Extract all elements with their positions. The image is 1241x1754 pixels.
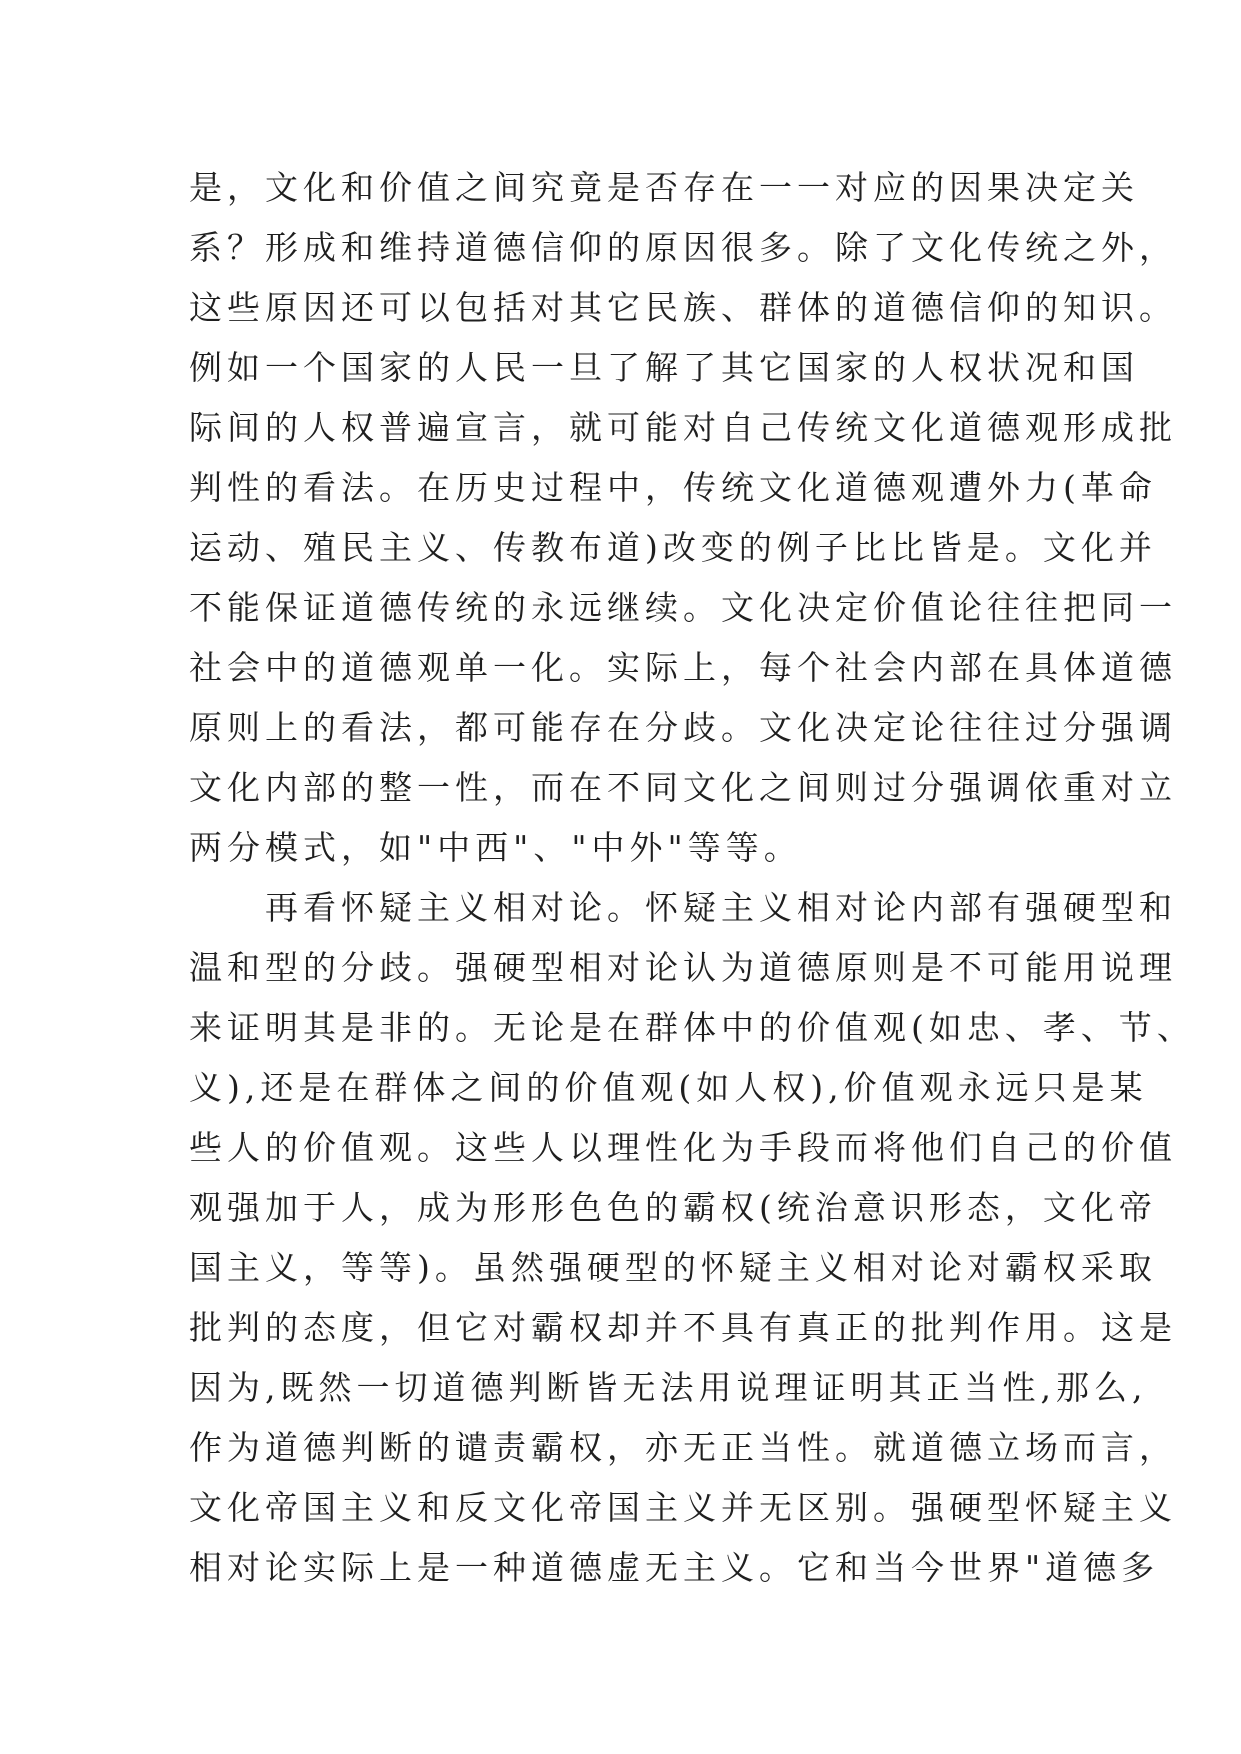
- text-line: 运动、殖民主义、传教布道)改变的例子比比皆是。文化并: [189, 528, 1157, 567]
- text-line: 两分模式，如"中西"、"中外"等等。: [189, 828, 802, 867]
- text-line: 判性的看法。在历史过程中，传统文化道德观遭外力(革命: [189, 468, 1157, 507]
- text-line: 些人的价值观。这些人以理性化为手段而将他们自己的价值: [189, 1128, 1177, 1167]
- text-line: 来证明其是非的。无论是在群体中的价值观(如忠、孝、节、: [189, 1008, 1195, 1047]
- text-line: 文化帝国主义和反文化帝国主义并无区别。强硬型怀疑主义: [189, 1488, 1177, 1527]
- text-line: 原则上的看法，都可能存在分歧。文化决定论往往过分强调: [189, 708, 1177, 747]
- text-line: 因为,既然一切道德判断皆无法用说理证明其正当性,那么,: [189, 1368, 1148, 1407]
- text-line: 是，文化和价值之间究竟是否存在一一对应的因果决定关: [189, 168, 1139, 207]
- text-line: 再看怀疑主义相对论。怀疑主义相对论内部有强硬型和: [189, 888, 1177, 927]
- text-line: 批判的态度，但它对霸权却并不具有真正的批判作用。这是: [189, 1308, 1177, 1347]
- body-text: [189, 158, 1195, 1598]
- text-line: 作为道德判断的谴责霸权，亦无正当性。就道德立场而言，: [189, 1428, 1177, 1467]
- text-line: 观强加于人，成为形形色色的霸权(统治意识形态，文化帝: [189, 1188, 1157, 1227]
- text-line: 例如一个国家的人民一旦了解了其它国家的人权状况和国: [189, 348, 1139, 387]
- text-line: 文化内部的整一性，而在不同文化之间则过分强调依重对立: [189, 768, 1177, 807]
- text-line: 温和型的分歧。强硬型相对论认为道德原则是不可能用说理: [189, 948, 1177, 987]
- text-line: 系？形成和维持道德信仰的原因很多。除了文化传统之外，: [189, 228, 1177, 267]
- text-line: 不能保证道德传统的永远继续。文化决定价值论往往把同一: [189, 588, 1177, 627]
- text-line: 相对论实际上是一种道德虚无主义。它和当今世界"道德多: [189, 1548, 1160, 1587]
- text-line: 国主义，等等)。虽然强硬型的怀疑主义相对论对霸权采取: [189, 1248, 1157, 1287]
- text-line: 际间的人权普遍宣言，就可能对自己传统文化道德观形成批: [189, 408, 1177, 447]
- text-line: 这些原因还可以包括对其它民族、群体的道德信仰的知识。: [189, 288, 1177, 327]
- text-line: 义),还是在群体之间的价值观(如人权),价值观永远只是某: [189, 1068, 1148, 1107]
- text-line: 社会中的道德观单一化。实际上，每个社会内部在具体道德: [189, 648, 1177, 687]
